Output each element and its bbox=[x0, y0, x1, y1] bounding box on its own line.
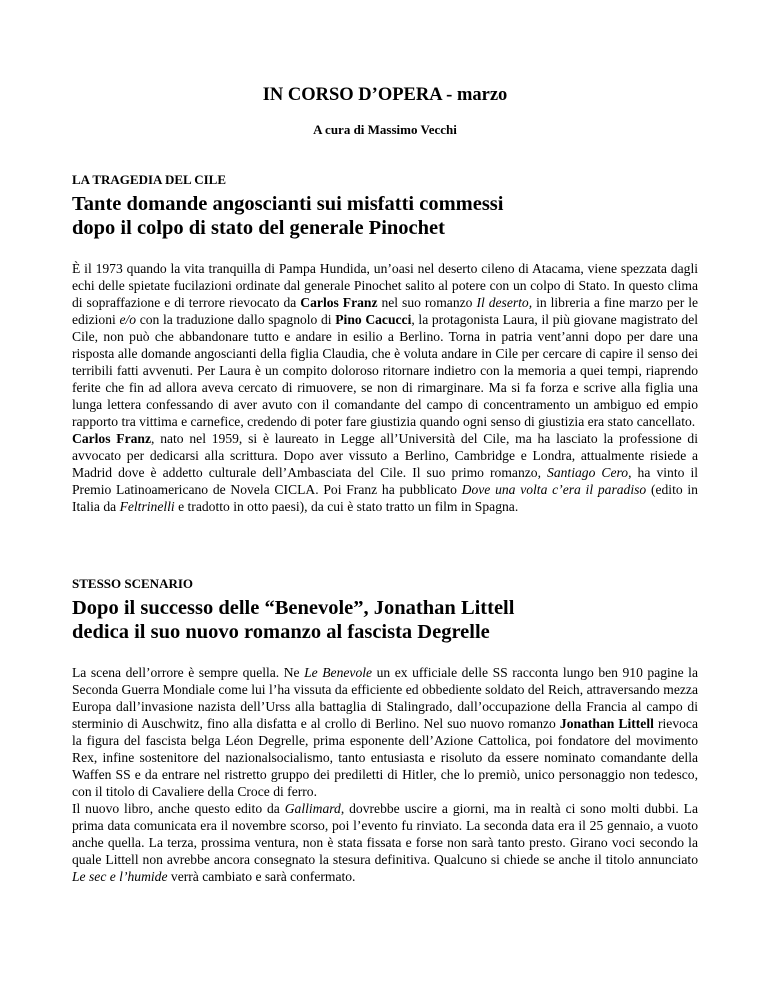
publisher-name: e/o bbox=[119, 312, 137, 327]
text-run: con la traduzione dallo spagnolo di bbox=[136, 312, 336, 327]
article-chile bbox=[72, 172, 698, 515]
article-paragraph bbox=[72, 664, 698, 800]
page-title: IN CORSO D’OPERA - marzo bbox=[262, 85, 508, 105]
author-name: Jonathan Littell bbox=[559, 716, 654, 731]
article-kicker: STESSO SCENARIO bbox=[72, 576, 194, 591]
text-run: verrà cambiato e sarà confermato. bbox=[167, 869, 356, 884]
book-title: Dove una volta c’era il paradiso bbox=[461, 482, 647, 497]
book-title: Le Benevole bbox=[304, 665, 373, 680]
text-run: un ex ufficiale delle SS racconta lungo ben 910 pagine la Seconda Guerra Mondiale come lui l’ha vissuta da efficiente ed obbediente soldato del Reich, attraversando mezza Europa dall’invasione nazista dell’Urss alla battaglia di Stalingrado, dall’occupazione della Francia al campo di sterminio di Auschwitz, fino alla disfatta e al crollo di Berlino. Nel suo nuovo romanzo bbox=[72, 665, 698, 731]
article-headline bbox=[72, 192, 698, 240]
publisher-name: Feltrinelli bbox=[119, 499, 175, 514]
text-run: È il 1973 quando la vita tranquilla di Pampa Hundida, un’oasi nel deserto cileno di Atacama, viene spezzata dagli echi delle spietate fucilazioni ordinate dal generale Pinochet salito al potere con un colpo di Stato. In questo clima di sopraffazione e di terrore rievocato da bbox=[72, 261, 698, 310]
article-paragraph bbox=[72, 800, 698, 885]
headline-line-1: Tante domande angoscianti sui misfatti commessi bbox=[72, 193, 504, 215]
headline-line-2: dopo il colpo di stato del generale Pinochet bbox=[72, 217, 445, 239]
author-name: Carlos Franz bbox=[72, 431, 152, 446]
article-body bbox=[72, 260, 698, 515]
text-run: , ha vinto il Premio Latinoamericano de Novela CICLA. Poi Franz ha pubblicato bbox=[72, 465, 698, 497]
article-paragraph bbox=[72, 260, 698, 430]
publisher-name: Gallimard bbox=[284, 801, 341, 816]
article-paragraph bbox=[72, 430, 698, 515]
text-run: nel suo romanzo bbox=[377, 295, 477, 310]
book-title: Le sec e l’humide bbox=[72, 869, 168, 884]
text-run: Il nuovo libro, anche questo edito da bbox=[72, 801, 285, 816]
headline-line-1: Dopo il successo delle “Benevole”, Jonathan Littell bbox=[72, 597, 515, 619]
article-kicker: LA TRAGEDIA DEL CILE bbox=[72, 172, 227, 187]
text-run: , dovrebbe uscire a giorni, ma in realtà ci sono molti dubbi. La prima data comunicata era il novembre scorso, poi l’evento fu rinviato. La seconda data era il 25 gennaio, a vuoto anche quella. La terza, prossima ventura, non è stata fissata e forse non sarà tanto presto. Girano voci secondo la quale Littell non avrebbe ancora consegnato la stesura definitiva. Qualcuno si chiede se anche il titolo annunciato bbox=[72, 801, 698, 867]
article-body bbox=[72, 664, 698, 885]
text-run: in libreria a fine marzo per le edizioni bbox=[72, 295, 699, 327]
text-run: , la protagonista Laura, il più giovane magistrato del Cile, non può che abbandonare tutto e andare in esilio a Berlino. Torna in patria vent’anni dopo per dare una risposta alle domande angoscianti della figlia Claudia, che è voluta andare in Cile per cercare di capire il senso dei terribili fatti avvenuti. Per Laura è un compito doloroso ritornare indietro con la memoria a quei tempi, riaprendo ferite che fin ad allora aveva cercato di rimuovere, se non di rimarginare. Ma si fa forza e scrive alla figlia una lunga lettera confessando di aver avuto con il comandante del campo di concentramento un ambiguo ed empio rapporto tra vittima e carnefice, credendo di poter fare giustizia quando ogni senso di giustizia era stato cancellato. bbox=[72, 312, 699, 429]
article-headline bbox=[72, 596, 698, 644]
text-run: , nato nel 1959, si è laureato in Legge all’Università del Cile, ma ha lasciato la professione di avvocato per dedicarsi alla scrittura. Dopo aver vissuto a Berlino, Cambridge e Londra, attualmente risiede a Madrid dove è addetto culturale dell’Ambasciata del Cile. Il suo primo romanzo, bbox=[72, 431, 698, 480]
text-run: (edito in Italia da bbox=[72, 482, 698, 514]
text-run: La scena dell’orrore è sempre quella. Ne bbox=[72, 665, 305, 680]
book-title: Santiago Cero bbox=[547, 465, 629, 480]
text-run: e tradotto in otto paesi), da cui è stato tratto un film in Spagna. bbox=[174, 499, 519, 514]
byline: A cura di Massimo Vecchi bbox=[313, 122, 457, 137]
book-title: Il deserto, bbox=[476, 295, 533, 310]
author-name: Carlos Franz bbox=[300, 295, 378, 310]
article-littell bbox=[72, 576, 698, 885]
translator-name: Pino Cacucci bbox=[335, 312, 412, 327]
headline-line-2: dedica il suo nuovo romanzo al fascista Degrelle bbox=[72, 621, 490, 643]
text-run: rievoca la figura del fascista belga Léon Degrelle, prima esponente dell’Azione Cattolica, poi fondatore del movimento Rex, infine sostenitore del nazionalsocialismo, tanto entusiasta e risoluto da essere nominato comandante della Waffen SS e da entrare nel ristretto gruppo dei prediletti di Hitler, che lo premiò, unico personaggio non tedesco, con il titolo di Cavaliere della Croce di ferro. bbox=[72, 716, 698, 799]
